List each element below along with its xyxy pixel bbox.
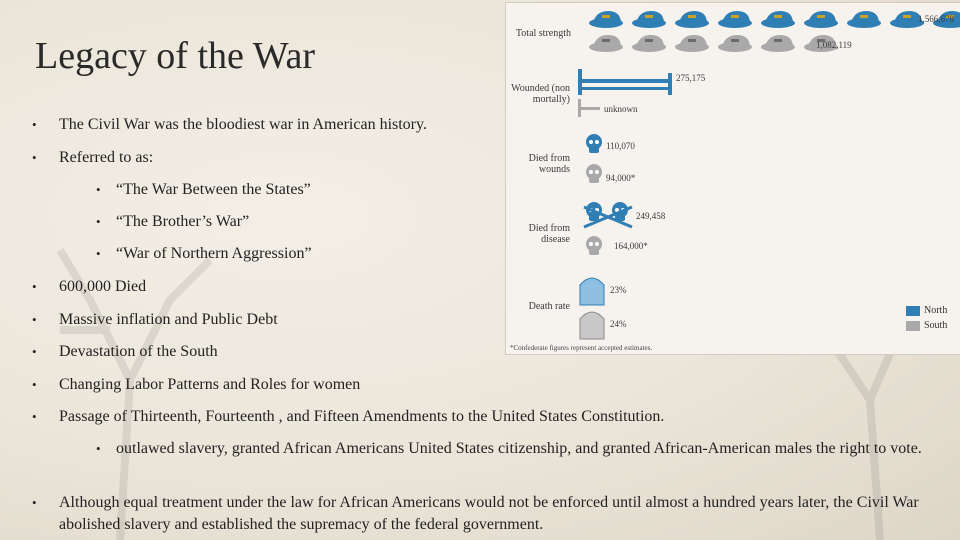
tombstone-icon-north xyxy=(580,278,604,305)
sub-bullet-item: • outlawed slavery, granted African Americans United States citizenship, and granted African-American males the right to vote. xyxy=(96,440,922,457)
value-death-rate-north: 23% xyxy=(610,285,627,295)
value-wounded-north: 275,175 xyxy=(676,73,706,83)
value-death-rate-south: 24% xyxy=(610,319,627,329)
bullet-item: • Devastation of the South xyxy=(32,343,218,360)
bullet-item: • Massive inflation and Public Debt xyxy=(32,311,278,328)
soldier-cap-icon-row-south xyxy=(589,35,838,52)
label-death-rate: Death rate xyxy=(528,301,570,312)
infographic-footnote: *Confederate figures represent accepted estimates. xyxy=(510,344,653,352)
slide-title: Legacy of the War xyxy=(35,35,316,77)
value-total-north: 1,566,678 xyxy=(918,14,954,24)
bullet-item: • The Civil War was the bloodiest war in American history. xyxy=(32,116,427,133)
tombstone-icon-south xyxy=(580,312,604,339)
soldier-cap-icon-row-north xyxy=(589,11,960,28)
casualties-infographic xyxy=(505,2,960,355)
label-died-wounds: Died from wounds xyxy=(528,153,570,175)
bullet-item: • Although equal treatment under the law for African Americans would not be enforced until almost a hundred years later, the Civil War abolished slavery and established the supremacy of the federal government. xyxy=(32,494,919,533)
hospital-bed-icon xyxy=(578,69,672,95)
sub-bullet-item: • “The Brother’s War” xyxy=(96,213,250,230)
value-died-disease-north: 249,458 xyxy=(636,211,666,221)
label-died-disease: Died from disease xyxy=(528,223,570,245)
legend-south-label: South xyxy=(924,320,948,331)
legend-south-swatch xyxy=(906,321,920,331)
hospital-bed-icon-south xyxy=(578,99,600,117)
infographic-graphics xyxy=(506,3,960,354)
sub-bullet-item: • “The War Between the States” xyxy=(96,181,311,198)
skull-icon-died-wounds-north xyxy=(586,134,602,153)
label-total-strength: Total strength xyxy=(515,28,571,39)
skull-icon-died-disease-north xyxy=(584,202,632,227)
value-total-south: 1,082,119 xyxy=(816,40,852,50)
skull-icon-died-disease-south xyxy=(586,236,602,255)
bullet-item: • 600,000 Died xyxy=(32,278,147,295)
value-died-wounds-south: 94,000* xyxy=(606,173,636,183)
legend-north-label: North xyxy=(924,305,948,316)
label-wounded: Wounded (non mortally) xyxy=(511,83,570,105)
bullet-item: • Changing Labor Patterns and Roles for women xyxy=(32,376,361,393)
bullet-item: • Referred to as: xyxy=(32,149,154,166)
sub-bullet-item: • “War of Northern Aggression” xyxy=(96,245,312,262)
bullet-item: • Passage of Thirteenth, Fourteenth , and Fifteen Amendments to the United States Constitution. xyxy=(32,408,665,425)
skull-icon-died-wounds-south xyxy=(586,164,602,183)
legend-north-swatch xyxy=(906,306,920,316)
value-died-disease-south: 164,000* xyxy=(614,241,648,251)
value-died-wounds-north: 110,070 xyxy=(606,141,635,151)
value-wounded-south: unknown xyxy=(604,104,638,114)
